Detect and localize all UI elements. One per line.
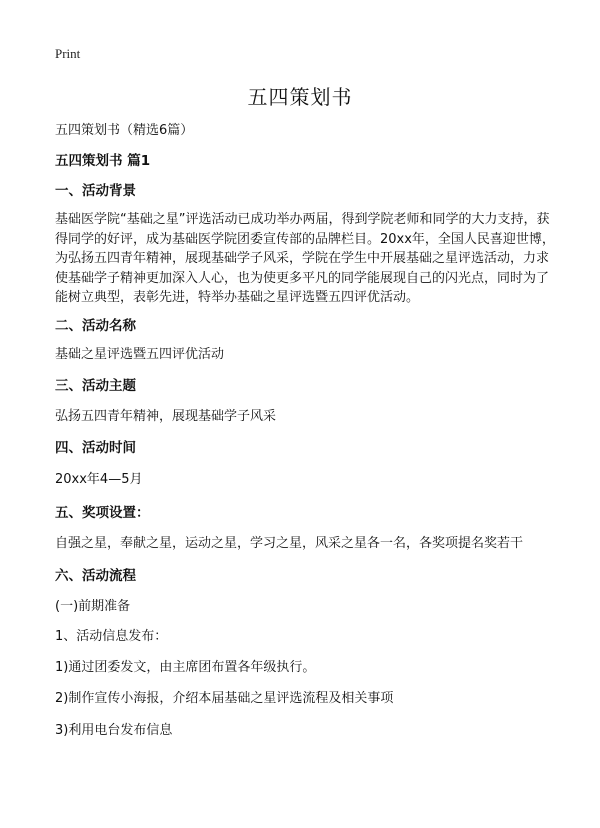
section-heading-awards: 五、奖项设置：: [55, 505, 150, 521]
document-title: 五四策划书: [247, 85, 353, 109]
step-info-release: 1、活动信息发布：: [55, 629, 168, 644]
section-heading-name: 二、活动名称: [55, 318, 136, 334]
list-item: 2)制作宣传小海报，介绍本届基础之星评选流程及相关事项: [55, 691, 394, 706]
chapter-heading: 五四策划书 篇1: [55, 153, 151, 169]
section-body-awards: 自强之星，奉献之星，运动之星，学习之星，风采之星各一名，各奖项提名奖若干: [55, 536, 524, 551]
print-link[interactable]: Print: [55, 46, 81, 61]
step-preparation: (一)前期准备: [55, 599, 131, 614]
section-heading-theme: 三、活动主题: [55, 378, 136, 394]
section-body-background: 基础医学院“基础之星”评选活动已成功举办两届，得到学院老师和同学的大力支持，获得同学的好评，成为基础医学院团委宣传部的品牌栏目。20xx年，全国人民喜迎世博，为弘扬五四青年精神，展现基础学子风采，学院在学生中开展基础之星评选活动，力求使基础学子精神更加深入人心，也为使更多平凡的同学能展现自己的闪光点，同时为了能树立典型，表彰先进，特举办基础之星评选暨五四评优活动。: [55, 212, 555, 305]
section-body-time: 20xx年4—5月: [55, 472, 143, 487]
list-item: 3)利用电台发布信息: [55, 723, 173, 738]
section-heading-background: 一、活动背景: [55, 183, 136, 199]
section-body-name: 基础之星评选暨五四评优活动: [55, 347, 225, 362]
section-heading-time: 四、活动时间: [55, 440, 136, 456]
document-subtitle: 五四策划书（精选6篇）: [55, 123, 194, 138]
section-body-theme: 弘扬五四青年精神，展现基础学子风采: [55, 409, 277, 424]
list-item: 1)通过团委发文，由主席团布置各年级执行。: [55, 660, 316, 675]
section-heading-process: 六、活动流程: [55, 568, 136, 584]
